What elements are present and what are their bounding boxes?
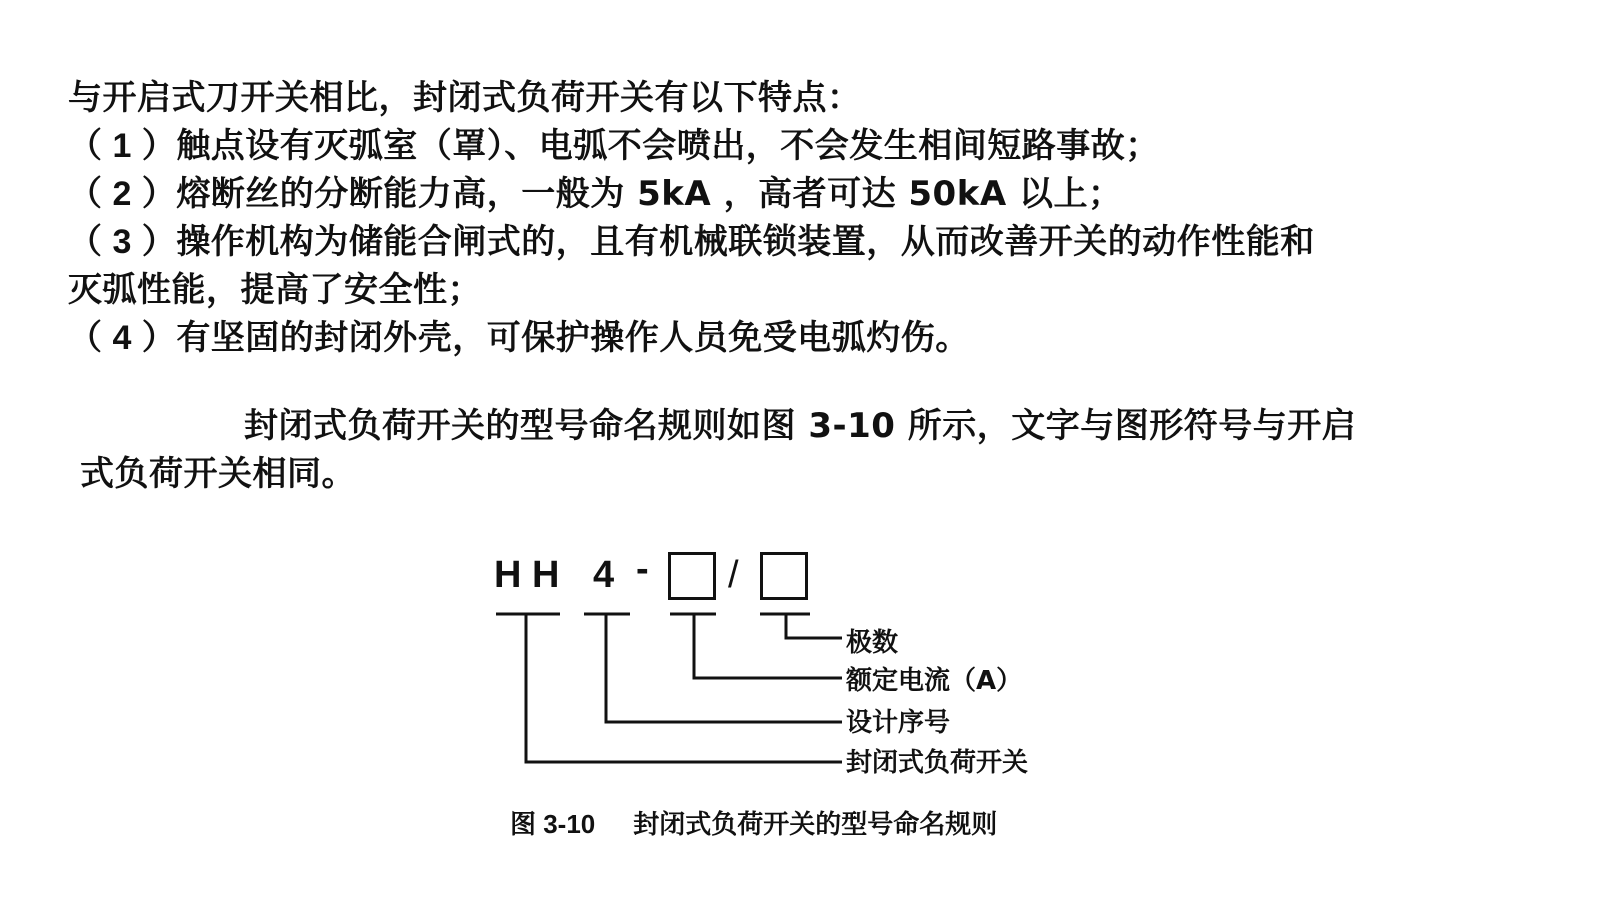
- feature-item-3-continued: [68, 266, 1518, 314]
- feature-item-3: [68, 218, 1518, 266]
- code-series: 4: [593, 554, 615, 596]
- leader-type: [526, 614, 842, 762]
- paragraph-line-2: 式负荷开关相同。: [80, 454, 356, 494]
- figure-caption: [510, 807, 997, 842]
- feature-item-1: [68, 122, 1518, 170]
- document-body: [68, 74, 1518, 498]
- label-design-number: 设计序号: [846, 708, 951, 738]
- code-dash: -: [636, 548, 649, 590]
- feature-item-2: [68, 170, 1518, 218]
- item-marker: （ 1 ）: [68, 127, 177, 165]
- label-rated-current: 额定电流（A）: [846, 666, 1023, 696]
- item-text: 触点设有灭弧室（罩）、电弧不会喷出，不会发生相间短路事故；: [176, 126, 1160, 166]
- caption-number: 图 3-10: [510, 809, 596, 839]
- label-switch-type: 封闭式负荷开关: [846, 748, 1029, 778]
- item-marker: （ 2 ）: [68, 175, 177, 213]
- item-marker: （ 3 ）: [68, 223, 177, 261]
- item-text: 有坚固的封闭外壳，可保护操作人员免受电弧灼伤。: [176, 318, 970, 358]
- code-slash: /: [728, 554, 739, 596]
- item-text: 熔断丝的分断能力高，一般为 5kA ，高者可达 50kA 以上；: [176, 174, 1123, 214]
- leader-poles: [786, 614, 842, 638]
- leader-design: [606, 614, 842, 722]
- item-text: 操作机构为储能合闸式的，且有机械联锁装置，从而改善开关的动作性能和: [176, 222, 1315, 262]
- paragraph-line-1: 封闭式负荷开关的型号命名规则如图 3-10 所示，文字与图形符号与开启: [244, 406, 1357, 446]
- item-text: 灭弧性能，提高了安全性；: [68, 270, 482, 310]
- leader-current: [694, 614, 842, 678]
- item-marker: （ 4 ）: [68, 319, 177, 357]
- intro-line: 与开启式刀开关相比，封闭式负荷开关有以下特点：: [68, 78, 862, 118]
- feature-item-4: [68, 314, 1518, 362]
- caption-title: 封闭式负荷开关的型号命名规则: [633, 810, 998, 840]
- model-naming-figure: [490, 540, 1110, 800]
- label-poles: 极数: [846, 628, 899, 658]
- code-prefix: H H: [494, 554, 560, 596]
